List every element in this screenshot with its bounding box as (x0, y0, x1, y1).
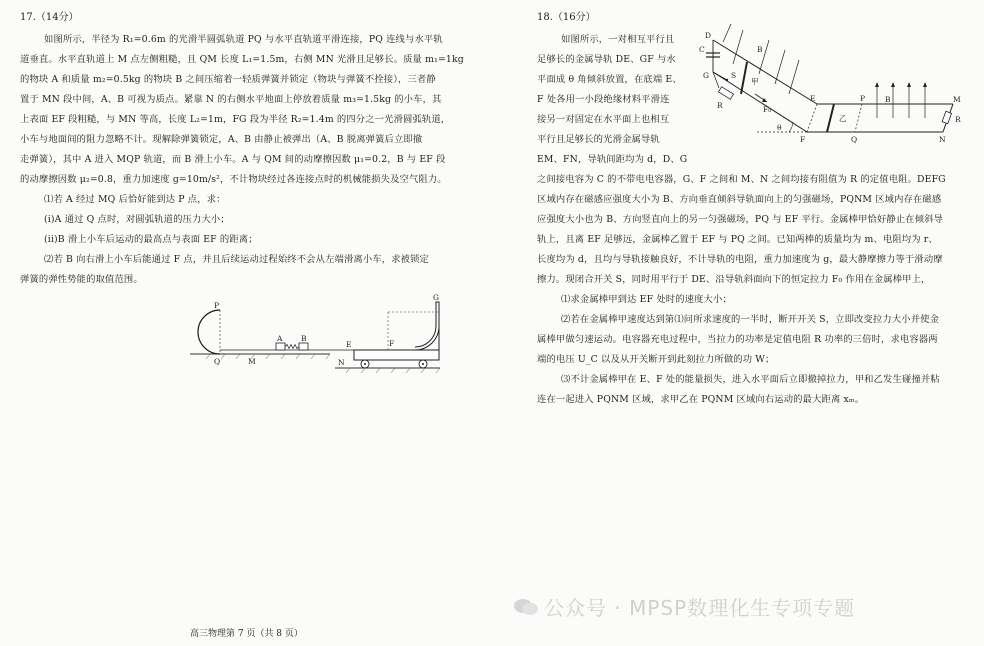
q18-line: 区域内存在磁感应强度大小为 B、方向垂直倾斜导轨面向上的匀强磁场，PQNM 区域内存在磁感 (537, 194, 942, 205)
fig18-label-theta: θ (777, 123, 782, 132)
fig18-label-G: G (703, 71, 709, 80)
q17-line: 走弹簧），其中 A 进入 MQP 轨道，而 B 滑上小车。A 与 QM 间的动摩擦因数 μ₁=0.2，B 与 EF 段 (20, 154, 446, 165)
q17-subq: ⑴若 A 经过 MQ 后恰好能到达 P 点，求： (44, 194, 226, 205)
fig18-label-yi: 乙 (839, 114, 847, 123)
q18-figure (697, 22, 967, 152)
fig18-label-D: D (705, 31, 712, 40)
q18-subq: ⑶不计金属棒甲在 E、F 处的能量损失，进入水平面后立即撤掉拉力，甲和乙发生碰撞并粘 (561, 374, 940, 385)
q17-subq: 弹簧的弹性势能的取值范围。 (20, 274, 143, 285)
fig18-label-M: M (953, 95, 961, 104)
page-footer: 高三物理第 7 页（共 8 页） (190, 629, 303, 639)
q17-line: 道垂直。水平直轨道上 M 点左侧粗糙，且 QM 长度 L₁=1.5m，右侧 MN 光滑且足够长。质量 m₁=1kg (20, 54, 464, 65)
q17-line: 上表面 EF 段粗糙，与 MN 等高，长度 L₂=1m，FG 段为半径 R₂=1.4m 的四分之一光滑圆弧轨道， (20, 114, 451, 125)
q18-line: 之间接电容为 C 的不带电电容器，G、F 之间和 M、N 之间均接有阻值为 R 的定值电阻。DEFG (537, 174, 946, 185)
fig17-label-E: E (346, 340, 352, 349)
fig17-label-F: F (389, 339, 395, 348)
fig17-label-M: M (248, 357, 256, 366)
q17-line: 的物块 A 和质量 m₂=0.5kg 的物块 B 之间压缩着一轻质弹簧并锁定（物块与弹簧不拴接），三者静 (20, 74, 436, 85)
fig17-label-P: P (214, 301, 220, 310)
q18-line: 如图所示，一对相互平行且 (561, 34, 675, 45)
q17-line: 的动摩擦因数 μ₂=0.8，重力加速度 g=10m/s²，不计物块经过各连接点时的机械能损失及空气阻力。 (20, 174, 447, 185)
fig18-label-F: F (800, 135, 806, 144)
q17-subq: ⑵若 B 向右滑上小车后能通过 F 点，并且后续运动过程始终不会从左端滑离小车，求被锁定 (44, 254, 429, 265)
watermark-text: 公众号 · MPSP数理化生专项专题 (544, 596, 856, 620)
fig18-label-F0: F₀ (763, 105, 772, 114)
fig18-label-B1: B (757, 45, 763, 54)
q18-line: 平面成 θ 角倾斜放置，在底端 E、 (537, 74, 682, 85)
q18-line: 接另一对固定在水平面上也相互 (537, 114, 670, 125)
fig18-label-R1: R (717, 101, 723, 110)
wechat-logo-icon (512, 596, 540, 618)
q18-title: 18.（16分） (537, 12, 596, 23)
q18-subq: 端的电压 U_C 以及从开关断开到此刻拉力所做的功 W； (537, 354, 775, 365)
q18-line: 长度均为 d，且均与导轨接触良好，不计导轨的电阻，重力加速度为 g，最大静摩擦力等于滑动摩 (537, 254, 943, 265)
q18-line: 应强度大小也为 B、方向竖直向上的另一匀强磁场，PQ 与 EF 平行。金属棒甲恰好静止在倾斜导 (537, 214, 944, 225)
fig18-label-P: P (860, 94, 866, 103)
q17-line: 小车与地面间的阻力忽略不计。现解除弹簧锁定，A、B 由静止被弹出（A、B 脱离弹簧后立即撤 (20, 134, 423, 145)
q18-subq: 连在一起进入 PQNM 区域，求甲乙在 PQNM 区域向右运动的最大距离 xₘ。 (537, 394, 865, 405)
q17-line: 如图所示，半径为 R₁=0.6m 的光滑半圆弧轨道 PQ 与水平直轨道平滑连接，PQ 连线与水平轨 (44, 34, 443, 45)
fig17-label-A: A (277, 334, 283, 343)
q18-line: 擦力。现闭合开关 S，同时用平行于 DE、沿导轨斜面向下的恒定拉力 F₀ 作用在金属棒甲上， (537, 274, 931, 285)
fig18-label-N: N (939, 135, 946, 144)
fig18-label-jia: 甲 (751, 77, 759, 86)
fig17-label-G: G (433, 293, 439, 302)
q17-figure (170, 292, 460, 382)
fig17-label-Q: Q (214, 357, 221, 366)
fig17-label-B: B (301, 334, 307, 343)
q18-line: 足够长的金属导轨 DE、GF 与水 (537, 54, 676, 65)
fig18-label-C: C (699, 45, 705, 54)
q18-line: 轨上，且离 EF 足够远，金属棒乙置于 EF 与 PQ 之间。已知两棒的质量均为 m、电阻均为 r、 (537, 234, 938, 245)
q17-subq: (i)A 通过 Q 点时，对圆弧轨道的压力大小； (44, 214, 230, 225)
q17-title: 17.（14分） (20, 12, 79, 23)
q18-line: EM、FN，导轨间距均为 d，D、G (537, 154, 688, 165)
q18-subq: 属棒甲做匀速运动。电容器充电过程中，当拉力的功率是定值电阻 R 功率的三倍时，求电容器两 (537, 334, 938, 345)
q18-line: 平行且足够长的光滑金属导轨 (537, 134, 660, 145)
q17-line: 置于 MN 段中间，A、B 可视为质点。紧靠 N 的右侧水平地面上停放着质量 m₃=1.5kg 的小车，其 (20, 94, 442, 105)
fig18-label-Q: Q (851, 135, 858, 144)
q18-subq: ⑵若在金属棒甲速度达到第⑴问所求速度的一半时，断开开关 S，立即改变拉力大小并使金 (561, 314, 940, 325)
fig18-label-R2: R (955, 115, 961, 124)
q18-line: F 处各用一小段绝缘材料平滑连 (537, 94, 670, 105)
fig18-label-E: E (810, 94, 816, 103)
fig18-label-S: S (731, 71, 737, 80)
q18-subq: ⑴求金属棒甲到达 EF 处时的速度大小； (561, 294, 732, 305)
q17-subq: (ii)B 滑上小车后运动的最高点与表面 EF 的距离； (44, 234, 258, 245)
fig17-label-N: N (338, 358, 345, 367)
fig18-label-B2: B (885, 95, 891, 104)
